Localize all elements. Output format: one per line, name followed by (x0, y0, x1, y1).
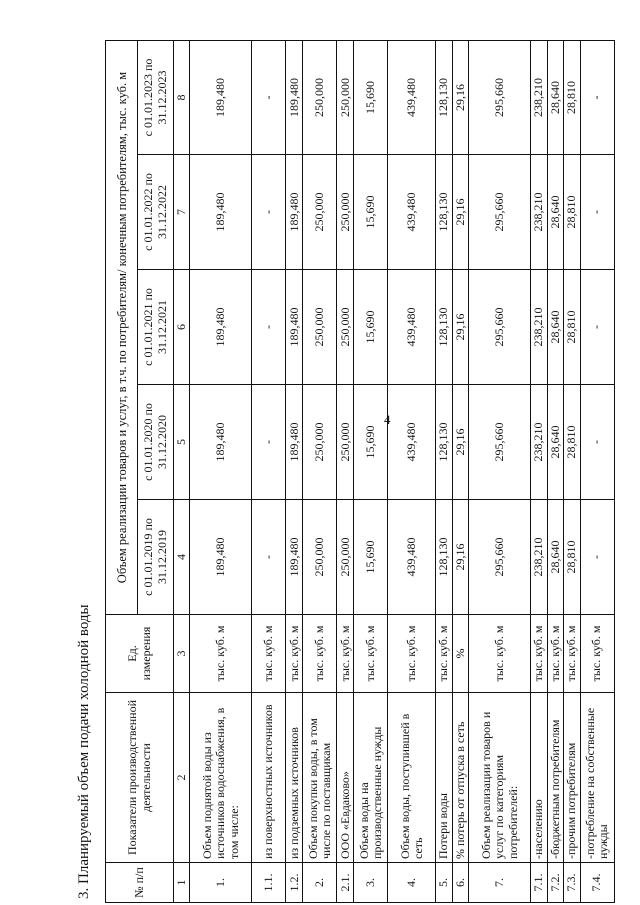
table-row (469, 40, 531, 902)
row-value: - (580, 500, 614, 615)
row-number: 7. (469, 863, 531, 903)
row-value: 28,810 (564, 270, 580, 385)
row-value: 189,480 (190, 500, 252, 615)
row-value: 238,210 (531, 155, 547, 270)
row-label: % потерь от отпуска в сеть (452, 693, 468, 863)
row-value: 28,810 (564, 155, 580, 270)
row-value: 295,660 (469, 500, 531, 615)
row-unit: тыс. куб. м (190, 615, 252, 693)
row-number: 7.3. (564, 863, 580, 903)
row-value: - (580, 270, 614, 385)
row-value: 250,000 (303, 155, 337, 270)
header-period-2019: с 01.01.2019 по 31.12.2019 (138, 500, 174, 615)
column-number: 4 (174, 500, 190, 615)
column-number: 8 (174, 40, 190, 154)
row-label: Объем реализации товаров и услуг по категориям потребителей: (469, 693, 531, 863)
row-value: 238,210 (531, 270, 547, 385)
row-value: 128,130 (436, 155, 452, 270)
row-unit: % (452, 615, 468, 693)
row-value: 250,000 (303, 270, 337, 385)
row-value: 189,480 (190, 155, 252, 270)
row-value: - (252, 40, 286, 154)
row-value: 128,130 (436, 270, 452, 385)
header-group: Объем реализации товаров и услуг, в т.ч. по потребителям/ конечным потребителям, тыс. куб. м (106, 40, 138, 614)
row-value: 250,000 (337, 500, 354, 615)
row-value: 295,660 (469, 40, 531, 154)
row-value: 439,480 (388, 270, 436, 385)
column-number: 2 (174, 693, 190, 863)
row-number: 1.1. (252, 863, 286, 903)
table-row (580, 40, 614, 902)
row-value: 28,810 (564, 385, 580, 500)
row-value: - (252, 500, 286, 615)
row-unit: тыс. куб. м (564, 615, 580, 693)
row-value: 15,690 (354, 155, 388, 270)
row-label: из поверхностных источников (252, 693, 286, 863)
row-value: - (252, 155, 286, 270)
row-value: 29,16 (452, 155, 468, 270)
row-value: - (252, 270, 286, 385)
row-value: 189,480 (286, 40, 303, 154)
table-row (547, 40, 563, 902)
row-unit: тыс. куб. м (547, 615, 563, 693)
header-indicator: Показатели производственной деятельности (106, 693, 174, 863)
row-value: 29,16 (452, 500, 468, 615)
row-value: 250,000 (337, 40, 354, 154)
row-label: -прочим потребителям (564, 693, 580, 863)
row-value: - (580, 155, 614, 270)
row-number: 2.1. (337, 863, 354, 903)
row-value: 15,690 (354, 385, 388, 500)
column-number: 6 (174, 270, 190, 385)
row-number: 5. (436, 863, 452, 903)
row-value: 28,640 (547, 385, 563, 500)
row-value: - (252, 385, 286, 500)
row-unit: тыс. куб. м (286, 615, 303, 693)
column-number: 7 (174, 155, 190, 270)
row-value: 295,660 (469, 155, 531, 270)
row-value: 238,210 (531, 385, 547, 500)
row-number: 4. (388, 863, 436, 903)
table-row (388, 40, 436, 902)
row-value: 189,480 (286, 270, 303, 385)
row-unit: тыс. куб. м (531, 615, 547, 693)
row-number: 6. (452, 863, 468, 903)
row-number: 7.4. (580, 863, 614, 903)
table-row (564, 40, 580, 902)
header-period-2020: с 01.01.2020 по 31.12.2020 (138, 385, 174, 500)
table-row (252, 40, 286, 902)
row-value: 29,16 (452, 385, 468, 500)
table-row (190, 40, 252, 902)
column-number: 3 (174, 615, 190, 693)
rotated-page-content (72, 35, 632, 905)
row-number: 1.2. (286, 863, 303, 903)
column-number: 5 (174, 385, 190, 500)
table-row (531, 40, 547, 902)
row-value: 15,690 (354, 270, 388, 385)
row-value: 439,480 (388, 155, 436, 270)
row-value: 238,210 (531, 500, 547, 615)
row-number: 3. (354, 863, 388, 903)
row-value: 189,480 (190, 270, 252, 385)
table-row (452, 40, 468, 902)
row-value: 189,480 (286, 500, 303, 615)
row-value: 28,640 (547, 155, 563, 270)
row-value: 189,480 (286, 385, 303, 500)
table-row (436, 40, 452, 902)
row-value: 128,130 (436, 385, 452, 500)
row-value: 250,000 (337, 385, 354, 500)
row-value: 28,810 (564, 40, 580, 154)
row-label: Потери воды (436, 693, 452, 863)
row-value: 238,210 (531, 40, 547, 154)
row-value: 28,640 (547, 270, 563, 385)
row-value: 439,480 (388, 500, 436, 615)
row-unit: тыс. куб. м (337, 615, 354, 693)
row-label: -потребление на собственные нужды (580, 693, 614, 863)
table-row (303, 40, 337, 902)
row-unit: тыс. куб. м (580, 615, 614, 693)
water-volume-table (105, 40, 615, 903)
row-value: 28,640 (547, 500, 563, 615)
header-num: № п/п (106, 863, 174, 903)
row-label: -бюджетным потребителям (547, 693, 563, 863)
header-unit: Ед. измерения (106, 615, 174, 693)
row-label: Объем покупки воды, в том числе по поставщикам (303, 693, 337, 863)
row-label: Объем воды на производственные нужды (354, 693, 388, 863)
page-number: 4 (384, 412, 391, 427)
row-value: 250,000 (303, 500, 337, 615)
row-value: 295,660 (469, 385, 531, 500)
table-row (337, 40, 354, 902)
row-value: 189,480 (190, 40, 252, 154)
table-row (354, 40, 388, 902)
row-unit: тыс. куб. м (469, 615, 531, 693)
row-value: - (580, 385, 614, 500)
row-unit: тыс. куб. м (303, 615, 337, 693)
column-number: 1 (174, 863, 190, 903)
row-label: ООО «Евдаково» (337, 693, 354, 863)
row-unit: тыс. куб. м (436, 615, 452, 693)
row-value: 128,130 (436, 500, 452, 615)
row-value: 29,16 (452, 270, 468, 385)
row-number: 2. (303, 863, 337, 903)
row-value: 189,480 (190, 385, 252, 500)
row-value: 15,690 (354, 500, 388, 615)
table-row (286, 40, 303, 902)
row-unit: тыс. куб. м (252, 615, 286, 693)
row-label: -населению (531, 693, 547, 863)
row-value: 28,810 (564, 500, 580, 615)
row-value: 250,000 (337, 155, 354, 270)
row-number: 1. (190, 863, 252, 903)
row-value: - (580, 40, 614, 154)
row-value: 295,660 (469, 270, 531, 385)
row-value: 15,690 (354, 40, 388, 154)
row-label: Объем поднятой воды из источников водоснабжения, в том числе: (190, 693, 252, 863)
row-number: 7.1. (531, 863, 547, 903)
header-period-2022: с 01.01.2022 по 31.12.2022 (138, 155, 174, 270)
row-value: 250,000 (303, 40, 337, 154)
row-label: из подземных источников (286, 693, 303, 863)
row-value: 28,640 (547, 40, 563, 154)
header-period-2021: с 01.01.2021 по 31.12.2021 (138, 270, 174, 385)
row-unit: тыс. куб. м (388, 615, 436, 693)
header-period-2023: с 01.01.2023 по 31.12.2023 (138, 40, 174, 154)
row-value: 29,16 (452, 40, 468, 154)
row-value: 128,130 (436, 40, 452, 154)
row-value: 189,480 (286, 155, 303, 270)
row-value: 250,000 (337, 270, 354, 385)
row-label: Объем воды, поступившей в сеть (388, 693, 436, 863)
row-value: 439,480 (388, 385, 436, 500)
row-unit: тыс. куб. м (354, 615, 388, 693)
row-number: 7.2. (547, 863, 563, 903)
row-value: 439,480 (388, 40, 436, 154)
section-title: 3. Планируемый объем подачи холодной воды (76, 604, 92, 899)
row-value: 250,000 (303, 385, 337, 500)
